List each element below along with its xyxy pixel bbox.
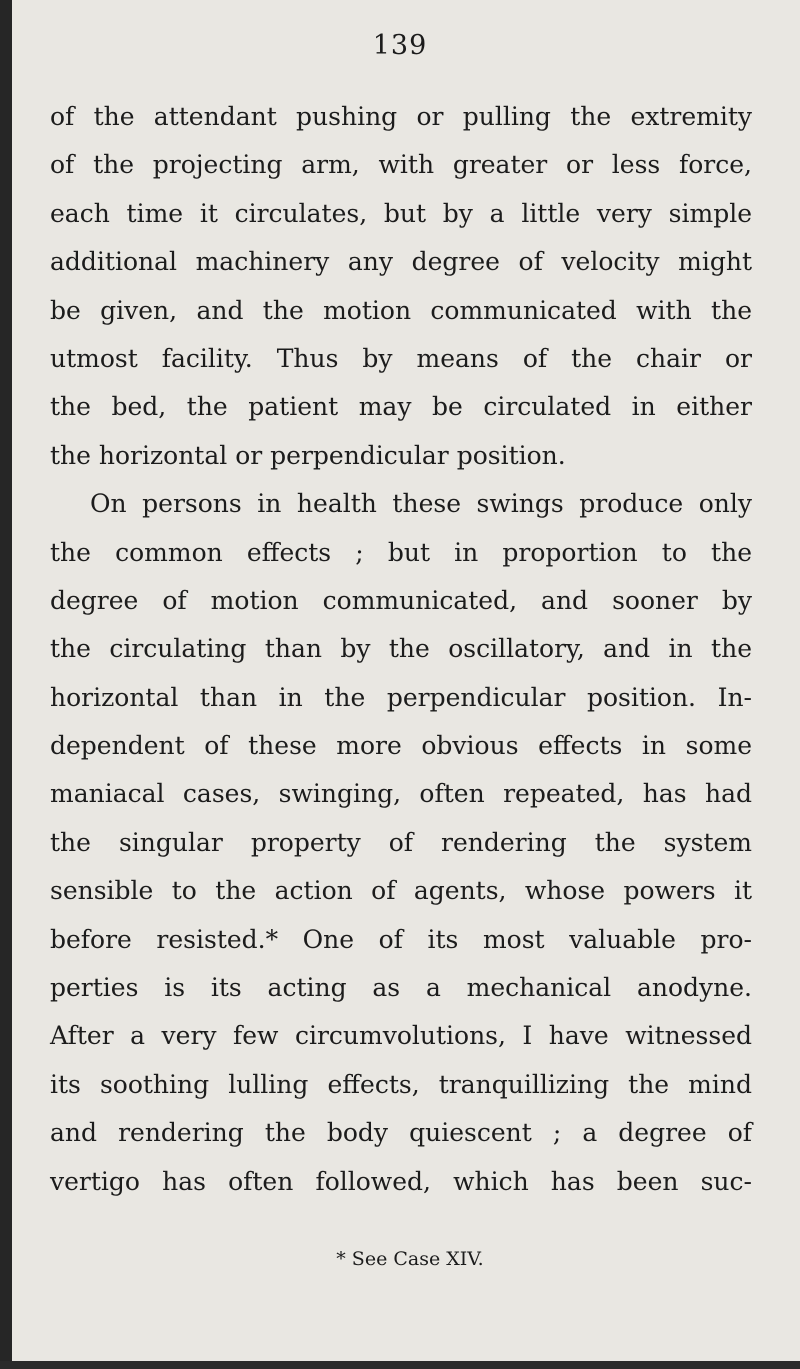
text-line: before resisted.* One of its most valuable pro-	[50, 924, 752, 954]
text-line: sensible to the action of agents, whose powers it	[50, 876, 752, 906]
text-line: each time it circulates, but by a little very simple	[50, 198, 752, 228]
text-line: degree of motion communicated, and sooner by	[50, 585, 752, 615]
text-line: perties is its acting as a mechanical anodyne.	[50, 973, 752, 1003]
text-line: of the attendant pushing or pulling the extremity	[50, 102, 752, 131]
page-number: 139	[372, 30, 428, 61]
text-line: the bed, the patient may be circulated in either	[50, 392, 752, 422]
text-line: dependent of these more obvious effects in some	[50, 731, 752, 761]
text-line: horizontal than in the perpendicular position. In-	[50, 682, 752, 712]
text-line: the circulating than by the oscillatory, and in the	[50, 634, 752, 664]
text-line: utmost facility. Thus by means of the chair or	[50, 343, 752, 373]
body-text	[50, 93, 752, 1206]
text-line: maniacal cases, swinging, often repeated, has had	[50, 779, 752, 809]
scan-edge-left	[0, 0, 12, 1369]
text-line: the common effects ; but in proportion to the	[50, 537, 752, 567]
text-line: additional machinery any degree of velocity might	[50, 247, 752, 277]
text-line: be given, and the motion communicated with the	[50, 295, 752, 325]
text-line: and rendering the body quiescent ; a degree of	[50, 1118, 752, 1148]
text-line: After a very few circumvolutions, I have witnessed	[50, 1021, 752, 1051]
text-line: vertigo has often followed, which has been suc-	[50, 1166, 752, 1196]
text-line: the singular property of rendering the system	[50, 827, 752, 857]
scan-edge-bottom	[0, 1361, 800, 1369]
text-line: of the projecting arm, with greater or less force,	[50, 150, 752, 180]
footnote: * See Case XIV.	[336, 1248, 484, 1270]
text-line: the horizontal or perpendicular position.	[50, 440, 566, 470]
text-line: its soothing lulling effects, tranquillizing the mind	[50, 1069, 752, 1099]
text-line: On persons in health these swings produce only	[90, 489, 752, 519]
